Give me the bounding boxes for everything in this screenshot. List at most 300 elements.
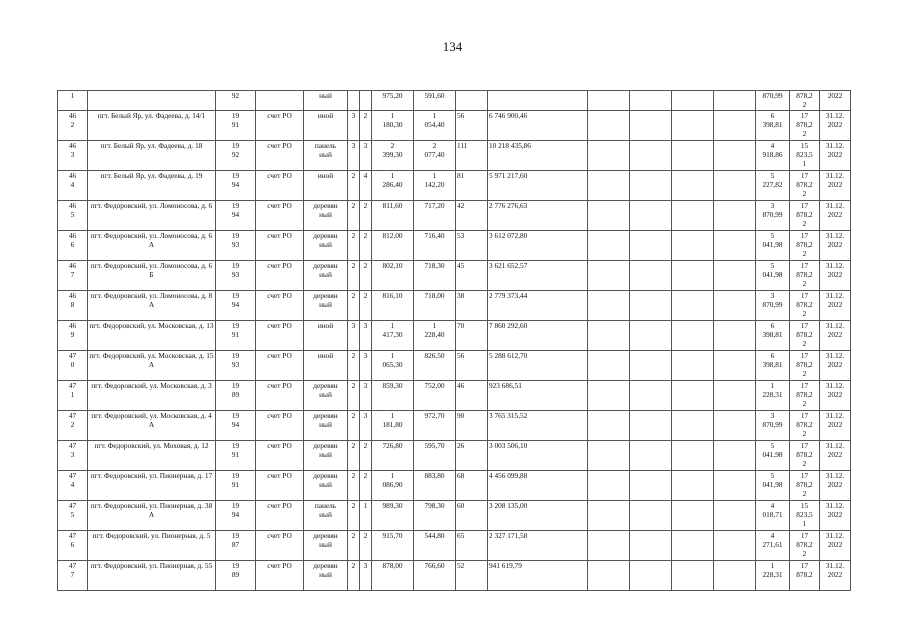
table-row — [58, 351, 851, 381]
cell-row-number: 47 0 — [58, 351, 88, 381]
cell-max-unit-cost: 17 878,2 2 — [790, 261, 820, 291]
cell-living-area: 717,20 — [414, 201, 456, 231]
cell-funding-method: счет РО — [256, 501, 304, 531]
cell-row-number: 47 1 — [58, 381, 88, 411]
cell-total-area: 1 417,30 — [372, 321, 414, 351]
cell-row-number: 47 7 — [58, 561, 88, 591]
cell-max-unit-cost: 17 878,2 2 — [790, 471, 820, 501]
cell-entrances: 2 — [360, 231, 372, 261]
cell-max-unit-cost: 17 878,2 2 — [790, 441, 820, 471]
cell-total-cost: 3 612 072,80 — [488, 231, 588, 261]
cell-planned-date: 31.12. 2022 — [820, 531, 851, 561]
cell-living-area: 544,80 — [414, 531, 456, 561]
cell-wall-material: деревян ный — [304, 471, 348, 501]
cell-build-year: 19 91 — [216, 321, 256, 351]
cell-empty-a — [588, 91, 630, 111]
table-row — [58, 91, 851, 111]
cell-empty-b — [630, 111, 672, 141]
cell-max-unit-cost: 17 878,2 2 — [790, 531, 820, 561]
cell-empty-c — [672, 381, 714, 411]
cell-build-year: 19 92 — [216, 141, 256, 171]
cell-unit-cost: 4 271,61 — [756, 531, 790, 561]
cell-floors: 2 — [348, 381, 360, 411]
page-number: 134 — [442, 39, 463, 54]
cell-max-unit-cost: 15 823,5 1 — [790, 501, 820, 531]
cell-residents-count: 46 — [456, 381, 488, 411]
cell-funding-method: счет РО — [256, 381, 304, 411]
cell-total-area: 975,20 — [372, 91, 414, 111]
cell-empty-b — [630, 141, 672, 171]
cell-wall-material: деревян ный — [304, 561, 348, 591]
cell-entrances: 3 — [360, 141, 372, 171]
cell-residents-count: 38 — [456, 291, 488, 321]
cell-total-cost — [488, 91, 588, 111]
cell-address: пгт. Федоровский, ул. Ломоносова, д. 8А — [88, 291, 216, 321]
cell-empty-a — [588, 231, 630, 261]
cell-empty-c — [672, 171, 714, 201]
cell-empty-a — [588, 261, 630, 291]
cell-living-area: 883,80 — [414, 471, 456, 501]
cell-build-year: 19 89 — [216, 561, 256, 591]
cell-empty-d — [714, 531, 756, 561]
cell-empty-d — [714, 91, 756, 111]
cell-funding-method: счет РО — [256, 561, 304, 591]
cell-living-area: 718,00 — [414, 291, 456, 321]
cell-wall-material: деревян ный — [304, 291, 348, 321]
cell-unit-cost: 870,99 — [756, 91, 790, 111]
cell-empty-d — [714, 231, 756, 261]
cell-empty-d — [714, 321, 756, 351]
cell-max-unit-cost: 17 878,2 2 — [790, 201, 820, 231]
cell-residents-count — [456, 91, 488, 111]
cell-residents-count: 52 — [456, 561, 488, 591]
table-row — [58, 501, 851, 531]
cell-entrances: 1 — [360, 501, 372, 531]
cell-empty-a — [588, 561, 630, 591]
cell-empty-b — [630, 441, 672, 471]
cell-empty-c — [672, 351, 714, 381]
cell-address: пгт. Белый Яр, ул. Фадеева, д. 14/1 — [88, 111, 216, 141]
cell-total-area: 2 399,30 — [372, 141, 414, 171]
cell-build-year: 19 89 — [216, 381, 256, 411]
cell-empty-d — [714, 441, 756, 471]
cell-empty-d — [714, 411, 756, 441]
table-row — [58, 291, 851, 321]
cell-living-area: 798,30 — [414, 501, 456, 531]
cell-living-area: 752,00 — [414, 381, 456, 411]
cell-planned-date: 31.12. 2022 — [820, 231, 851, 261]
cell-wall-material: деревян ный — [304, 381, 348, 411]
cell-empty-a — [588, 381, 630, 411]
cell-row-number: 46 7 — [58, 261, 88, 291]
cell-empty-c — [672, 111, 714, 141]
cell-funding-method: счет РО — [256, 531, 304, 561]
cell-entrances: 2 — [360, 111, 372, 141]
cell-wall-material: панель ный — [304, 141, 348, 171]
cell-build-year: 92 — [216, 91, 256, 111]
cell-empty-b — [630, 411, 672, 441]
cell-unit-cost: 3 870,99 — [756, 411, 790, 441]
cell-total-area: 915,70 — [372, 531, 414, 561]
cell-empty-b — [630, 321, 672, 351]
cell-empty-b — [630, 561, 672, 591]
cell-living-area: 718,30 — [414, 261, 456, 291]
cell-address: пгт. Федоровский, ул. Пионерная, д. 17 — [88, 471, 216, 501]
cell-empty-a — [588, 291, 630, 321]
cell-empty-b — [630, 381, 672, 411]
cell-row-number: 46 2 — [58, 111, 88, 141]
cell-max-unit-cost: 17 878,2 2 — [790, 171, 820, 201]
cell-empty-d — [714, 351, 756, 381]
cell-address: пгт. Федоровский, ул. Московская, д. 13 — [88, 321, 216, 351]
cell-entrances: 2 — [360, 291, 372, 321]
cell-floors: 2 — [348, 501, 360, 531]
cell-total-cost: 10 218 435,86 — [488, 141, 588, 171]
cell-build-year: 19 94 — [216, 411, 256, 441]
cell-empty-d — [714, 111, 756, 141]
cell-total-cost: 2 776 276,63 — [488, 201, 588, 231]
cell-floors: 2 — [348, 471, 360, 501]
cell-empty-c — [672, 471, 714, 501]
cell-wall-material: иной — [304, 171, 348, 201]
cell-empty-b — [630, 261, 672, 291]
table-row — [58, 171, 851, 201]
cell-unit-cost: 6 398,81 — [756, 321, 790, 351]
cell-floors: 2 — [348, 231, 360, 261]
cell-planned-date: 31.12. 2022 — [820, 561, 851, 591]
cell-unit-cost: 5 041,98 — [756, 261, 790, 291]
cell-residents-count: 90 — [456, 411, 488, 441]
cell-empty-c — [672, 201, 714, 231]
cell-entrances: 2 — [360, 531, 372, 561]
cell-floors: 2 — [348, 201, 360, 231]
cell-address: пгт. Федоровский, ул. Ломоносова, д. 6 — [88, 201, 216, 231]
cell-total-area: 812,00 — [372, 231, 414, 261]
cell-total-cost: 941 619,79 — [488, 561, 588, 591]
cell-total-area: 1 286,40 — [372, 171, 414, 201]
cell-unit-cost: 5 227,82 — [756, 171, 790, 201]
table-row — [58, 261, 851, 291]
cell-address: пгт. Федоровский, ул. Ломоносова, д. 6Б — [88, 261, 216, 291]
cell-empty-c — [672, 291, 714, 321]
cell-planned-date: 31.12. 2022 — [820, 381, 851, 411]
cell-planned-date: 2022 — [820, 91, 851, 111]
cell-funding-method: счет РО — [256, 261, 304, 291]
cell-empty-a — [588, 501, 630, 531]
cell-funding-method: счет РО — [256, 441, 304, 471]
cell-build-year: 19 94 — [216, 501, 256, 531]
cell-build-year: 19 93 — [216, 261, 256, 291]
cell-max-unit-cost: 878,2 2 — [790, 91, 820, 111]
cell-residents-count: 45 — [456, 261, 488, 291]
cell-total-area: 816,10 — [372, 291, 414, 321]
cell-max-unit-cost: 17 878,2 2 — [790, 411, 820, 441]
cell-wall-material: иной — [304, 111, 348, 141]
cell-entrances: 4 — [360, 171, 372, 201]
cell-empty-b — [630, 351, 672, 381]
cell-living-area: 1 054,40 — [414, 111, 456, 141]
cell-funding-method: счет РО — [256, 171, 304, 201]
cell-empty-c — [672, 561, 714, 591]
cell-unit-cost: 4 018,71 — [756, 501, 790, 531]
cell-residents-count: 81 — [456, 171, 488, 201]
cell-planned-date: 31.12. 2022 — [820, 501, 851, 531]
cell-planned-date: 31.12. 2022 — [820, 321, 851, 351]
cell-funding-method: счет РО — [256, 471, 304, 501]
cell-floors: 2 — [348, 171, 360, 201]
cell-planned-date: 31.12. 2022 — [820, 141, 851, 171]
table-row — [58, 441, 851, 471]
cell-unit-cost: 1 228,31 — [756, 381, 790, 411]
cell-residents-count: 65 — [456, 531, 488, 561]
cell-build-year: 19 93 — [216, 351, 256, 381]
cell-unit-cost: 5 041,98 — [756, 441, 790, 471]
cell-residents-count: 70 — [456, 321, 488, 351]
cell-total-cost: 3 621 652,57 — [488, 261, 588, 291]
cell-residents-count: 111 — [456, 141, 488, 171]
cell-floors: 2 — [348, 261, 360, 291]
cell-planned-date: 31.12. 2022 — [820, 201, 851, 231]
cell-residents-count: 53 — [456, 231, 488, 261]
cell-unit-cost: 6 398,81 — [756, 351, 790, 381]
cell-empty-b — [630, 471, 672, 501]
cell-funding-method — [256, 91, 304, 111]
cell-planned-date: 31.12. 2022 — [820, 261, 851, 291]
cell-build-year: 19 91 — [216, 471, 256, 501]
cell-wall-material: деревян ный — [304, 231, 348, 261]
cell-row-number: 47 2 — [58, 411, 88, 441]
cell-empty-c — [672, 261, 714, 291]
cell-total-cost: 3 208 135,00 — [488, 501, 588, 531]
cell-floors: 2 — [348, 441, 360, 471]
cell-empty-b — [630, 531, 672, 561]
cell-empty-c — [672, 91, 714, 111]
table-row — [58, 471, 851, 501]
cell-wall-material: деревян ный — [304, 441, 348, 471]
cell-total-area: 726,80 — [372, 441, 414, 471]
table-row — [58, 531, 851, 561]
cell-total-cost: 2 779 373,44 — [488, 291, 588, 321]
cell-empty-c — [672, 441, 714, 471]
table-row — [58, 111, 851, 141]
cell-funding-method: счет РО — [256, 201, 304, 231]
cell-planned-date: 31.12. 2022 — [820, 441, 851, 471]
cell-row-number: 46 8 — [58, 291, 88, 321]
cell-empty-b — [630, 291, 672, 321]
cell-total-cost: 7 860 292,60 — [488, 321, 588, 351]
cell-floors — [348, 91, 360, 111]
cell-max-unit-cost: 17 878,2 2 — [790, 381, 820, 411]
cell-residents-count: 56 — [456, 111, 488, 141]
cell-entrances — [360, 91, 372, 111]
cell-wall-material: иной — [304, 351, 348, 381]
cell-unit-cost: 1 228,31 — [756, 561, 790, 591]
cell-floors: 3 — [348, 111, 360, 141]
cell-empty-d — [714, 501, 756, 531]
cell-empty-b — [630, 171, 672, 201]
cell-living-area: 716,40 — [414, 231, 456, 261]
cell-funding-method: счет РО — [256, 321, 304, 351]
cell-total-cost: 6 746 900,46 — [488, 111, 588, 141]
cell-living-area: 826,50 — [414, 351, 456, 381]
cell-unit-cost: 3 870,99 — [756, 201, 790, 231]
cell-entrances: 2 — [360, 201, 372, 231]
cell-empty-d — [714, 291, 756, 321]
cell-funding-method: счет РО — [256, 111, 304, 141]
cell-unit-cost: 5 041,98 — [756, 231, 790, 261]
cell-address: пгт. Федоровский, ул. Московская, д. 3 — [88, 381, 216, 411]
cell-planned-date: 31.12. 2022 — [820, 351, 851, 381]
cell-address: пгт. Федоровский, ул. Московская, д. 4А — [88, 411, 216, 441]
cell-planned-date: 31.12. 2022 — [820, 291, 851, 321]
cell-unit-cost: 5 041,98 — [756, 471, 790, 501]
cell-living-area: 595,70 — [414, 441, 456, 471]
cell-row-number: 47 4 — [58, 471, 88, 501]
cell-planned-date: 31.12. 2022 — [820, 111, 851, 141]
table-row — [58, 561, 851, 591]
cell-wall-material: иной — [304, 321, 348, 351]
cell-wall-material: деревян ный — [304, 201, 348, 231]
cell-floors: 2 — [348, 531, 360, 561]
cell-address: пгт. Федоровский, ул. Ломоносова, д. 6А — [88, 231, 216, 261]
cell-build-year: 19 91 — [216, 441, 256, 471]
cell-address: пгт. Белый Яр, ул. Фадеева, д. 19 — [88, 171, 216, 201]
cell-entrances: 2 — [360, 471, 372, 501]
cell-empty-a — [588, 441, 630, 471]
cell-max-unit-cost: 17 878,2 2 — [790, 291, 820, 321]
cell-empty-d — [714, 471, 756, 501]
cell-floors: 3 — [348, 141, 360, 171]
cell-empty-b — [630, 231, 672, 261]
cell-max-unit-cost: 17 878,2 2 — [790, 111, 820, 141]
cell-total-cost: 5 971 217,60 — [488, 171, 588, 201]
cell-residents-count: 26 — [456, 441, 488, 471]
cell-row-number: 47 3 — [58, 441, 88, 471]
cell-floors: 2 — [348, 561, 360, 591]
cell-entrances: 3 — [360, 381, 372, 411]
cell-funding-method: счет РО — [256, 351, 304, 381]
cell-empty-d — [714, 381, 756, 411]
cell-floors: 2 — [348, 291, 360, 321]
cell-address: пгт. Федоровский, ул. Моховая, д. 12 — [88, 441, 216, 471]
cell-living-area: 1 228,40 — [414, 321, 456, 351]
cell-wall-material: ный — [304, 91, 348, 111]
cell-row-number: 46 5 — [58, 201, 88, 231]
cell-empty-a — [588, 201, 630, 231]
cell-row-number: 46 6 — [58, 231, 88, 261]
cell-address: пгт. Федоровский, ул. Московская, д. 15А — [88, 351, 216, 381]
cell-wall-material: деревян ный — [304, 261, 348, 291]
cell-empty-c — [672, 411, 714, 441]
cell-empty-a — [588, 141, 630, 171]
cell-wall-material: деревян ный — [304, 411, 348, 441]
cell-build-year: 19 93 — [216, 231, 256, 261]
cell-build-year: 19 94 — [216, 201, 256, 231]
cell-wall-material: панель ный — [304, 501, 348, 531]
cell-total-area: 989,30 — [372, 501, 414, 531]
cell-empty-c — [672, 501, 714, 531]
cell-residents-count: 56 — [456, 351, 488, 381]
cell-total-area: 859,30 — [372, 381, 414, 411]
cell-empty-c — [672, 531, 714, 561]
cell-empty-b — [630, 501, 672, 531]
cell-address: пгт. Белый Яр, ул. Фадеева, д. 18 — [88, 141, 216, 171]
cell-residents-count: 42 — [456, 201, 488, 231]
cell-max-unit-cost: 17 878,2 — [790, 561, 820, 591]
cell-empty-d — [714, 561, 756, 591]
cell-empty-b — [630, 201, 672, 231]
table-row — [58, 381, 851, 411]
cell-max-unit-cost: 17 878,2 2 — [790, 351, 820, 381]
cell-total-area: 811,60 — [372, 201, 414, 231]
cell-planned-date: 31.12. 2022 — [820, 471, 851, 501]
cell-entrances: 3 — [360, 561, 372, 591]
cell-build-year: 19 94 — [216, 171, 256, 201]
table-row — [58, 201, 851, 231]
cell-funding-method: счет РО — [256, 411, 304, 441]
cell-empty-a — [588, 411, 630, 441]
cell-max-unit-cost: 17 878,2 2 — [790, 321, 820, 351]
cell-unit-cost: 4 918,86 — [756, 141, 790, 171]
cell-entrances: 3 — [360, 411, 372, 441]
cell-empty-c — [672, 321, 714, 351]
table-row — [58, 141, 851, 171]
cell-empty-c — [672, 231, 714, 261]
cell-row-number: 1 — [58, 91, 88, 111]
cell-total-cost: 923 686,51 — [488, 381, 588, 411]
cell-empty-d — [714, 171, 756, 201]
cell-address: пгт. Федоровский, ул. Пионерная, д. 38А — [88, 501, 216, 531]
cell-unit-cost: 3 870,99 — [756, 291, 790, 321]
cell-floors: 2 — [348, 351, 360, 381]
cell-living-area: 2 077,40 — [414, 141, 456, 171]
cell-entrances: 2 — [360, 441, 372, 471]
cell-total-area: 878,00 — [372, 561, 414, 591]
cell-funding-method: счет РО — [256, 141, 304, 171]
table-row — [58, 411, 851, 441]
housing-register-table — [57, 90, 851, 591]
cell-floors: 2 — [348, 411, 360, 441]
cell-row-number: 46 4 — [58, 171, 88, 201]
cell-total-cost: 4 456 099,88 — [488, 471, 588, 501]
cell-unit-cost: 6 398,81 — [756, 111, 790, 141]
cell-row-number: 46 3 — [58, 141, 88, 171]
cell-total-cost: 5 288 612,70 — [488, 351, 588, 381]
cell-build-year: 19 87 — [216, 531, 256, 561]
table-row — [58, 231, 851, 261]
cell-empty-b — [630, 91, 672, 111]
cell-max-unit-cost: 17 878,2 2 — [790, 231, 820, 261]
cell-residents-count: 60 — [456, 501, 488, 531]
cell-total-area: 802,10 — [372, 261, 414, 291]
cell-empty-a — [588, 351, 630, 381]
cell-funding-method: счет РО — [256, 291, 304, 321]
cell-total-area: 1 180,30 — [372, 111, 414, 141]
cell-empty-a — [588, 321, 630, 351]
cell-total-area: 1 181,80 — [372, 411, 414, 441]
table-row — [58, 321, 851, 351]
cell-residents-count: 68 — [456, 471, 488, 501]
cell-build-year: 19 94 — [216, 291, 256, 321]
cell-living-area: 1 142,20 — [414, 171, 456, 201]
cell-empty-d — [714, 141, 756, 171]
cell-row-number: 47 6 — [58, 531, 88, 561]
cell-planned-date: 31.12. 2022 — [820, 411, 851, 441]
cell-empty-a — [588, 471, 630, 501]
cell-total-area: 1 086,90 — [372, 471, 414, 501]
cell-empty-c — [672, 141, 714, 171]
cell-living-area: 972,70 — [414, 411, 456, 441]
